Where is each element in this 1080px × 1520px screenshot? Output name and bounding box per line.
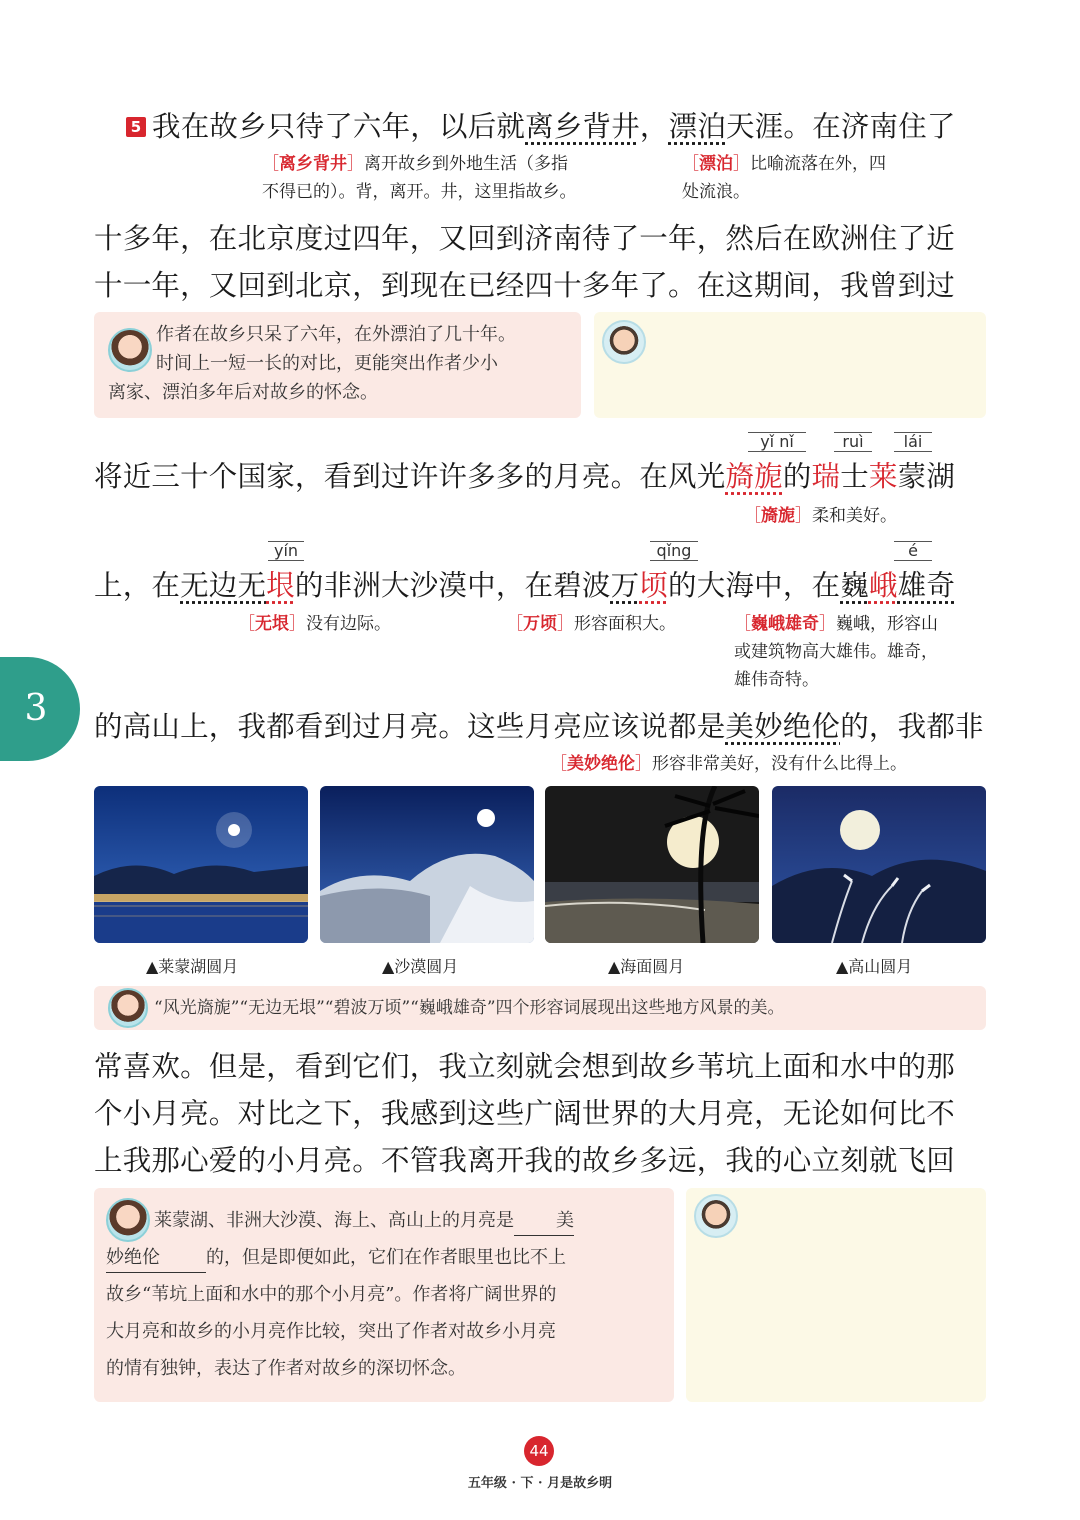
- page-number: 44: [524, 1436, 554, 1466]
- comment-3-line-4: 大月亮和故乡的小月亮作比较，突出了作者对故乡小月亮: [106, 1321, 556, 1342]
- girl-avatar-icon: [108, 328, 152, 372]
- text-line-2: 十多年，在北京度过四年，又回到济南待了一年，然后在欧洲住了近: [94, 222, 956, 255]
- comment-3-line-3: 故乡“苇坑上面和水中的那个小月亮”。作者将广阔世界的: [106, 1284, 557, 1305]
- note-wuyin: ［无垠］没有边际。: [238, 614, 391, 634]
- note-piaobo: ［漂泊］比喻流落在外，四 处流浪。: [682, 154, 886, 202]
- girl-avatar-icon: [108, 988, 148, 1028]
- desert-moon-photo: [320, 786, 534, 943]
- note-meimiaojuelun: ［美妙绝伦］形容非常美好，没有什么比得上。: [550, 754, 907, 774]
- caption-lake: ▲莱蒙湖圆月: [146, 957, 239, 976]
- text-line-5: 上，在无边无垠的非洲大沙漠中，在碧波万顷的大海中，在巍峨雄奇: [94, 569, 956, 602]
- fill-blank-1: 美: [514, 1206, 574, 1236]
- comment-1-line-3: 离家、漂泊多年后对故乡的怀念。: [108, 382, 378, 403]
- caption-sea: ▲海面圆月: [608, 957, 685, 976]
- comment-3-line-5: 的情有独钟，表达了作者对故乡的深切怀念。: [106, 1358, 466, 1379]
- comment-2-text: “风光旖旎”“无边无垠”“碧波万顷”“巍峨雄奇”四个形容词展现出这些地方风景的美。: [154, 998, 785, 1018]
- fill-blank-2: 妙绝伦: [106, 1243, 206, 1273]
- note-lixiangbeijing: ［离乡背井］离开故乡到外地生活（多指 不得已的）。背，离开。井，这里指故乡。: [262, 154, 577, 202]
- boy-avatar-icon: [602, 320, 646, 364]
- text-line-7: 常喜欢。但是，看到它们，我立刻就会想到故乡苇坑上面和水中的那: [94, 1050, 956, 1083]
- text-line-8: 个小月亮。对比之下，我感到这些广阔世界的大月亮，无论如何比不: [94, 1097, 956, 1130]
- pinyin-yini: yǐ nǐ: [748, 432, 806, 452]
- paragraph-number: 5: [126, 117, 146, 137]
- mountain-moon-photo: [772, 786, 986, 943]
- comment-3-line-1: 莱蒙湖、非洲大沙漠、海上、高山上的月亮是 美: [154, 1206, 574, 1236]
- page-footer: 五年级 · 下 · 月是故乡明: [467, 1476, 613, 1491]
- text-line-9: 上我那心爱的小月亮。不管我离开我的故乡多远，我的心立刻就飞回: [94, 1144, 956, 1177]
- comment-1-line-2: 时间上一短一长的对比，更能突出作者少小: [156, 353, 498, 374]
- text-line-4: 将近三十个国家，看到过许许多多的月亮。在风光旖旎的瑞士莱蒙湖: [94, 460, 956, 493]
- note-wanqing: ［万顷］形容面积大。: [506, 614, 676, 634]
- sea-moon-photo: [545, 786, 759, 943]
- pinyin-lai: lái: [894, 432, 932, 452]
- pinyin-qing: qǐng: [650, 541, 698, 561]
- lake-moon-photo: [94, 786, 308, 943]
- student-note-area-1[interactable]: [594, 312, 986, 418]
- boy-avatar-icon: [694, 1194, 738, 1238]
- comment-1-line-1: 作者在故乡只呆了六年，在外漂泊了几十年。: [156, 324, 516, 345]
- girl-avatar-icon: [106, 1198, 150, 1242]
- note-weiexiongqi: ［巍峨雄奇］巍峨，形容山 或建筑物高大雄伟。雄奇， 雄伟奇特。: [734, 614, 938, 690]
- pinyin-rui: ruì: [834, 432, 872, 452]
- text-line-3: 十一年，又回到北京，到现在已经四十多年了。在这期间，我曾到过: [94, 269, 956, 302]
- comment-3-line-2: 妙绝伦 的，但是即便如此，它们在作者眼里也比不上: [106, 1243, 566, 1273]
- text-line-1: 我在故乡只待了六年，以后就离乡背井，漂泊天涯。在济南住了: [152, 110, 956, 143]
- caption-mountain: ▲高山圆月: [836, 957, 913, 976]
- text-line-6: 的高山上，我都看到过月亮。这些月亮应该说都是美妙绝伦的，我都非: [94, 710, 984, 743]
- pinyin-yin: yín: [268, 541, 304, 561]
- pinyin-e: é: [894, 541, 932, 561]
- chapter-number-tab: 3: [0, 657, 80, 761]
- note-yini: ［旖旎］柔和美好。: [744, 506, 897, 526]
- caption-desert: ▲沙漠圆月: [382, 957, 459, 976]
